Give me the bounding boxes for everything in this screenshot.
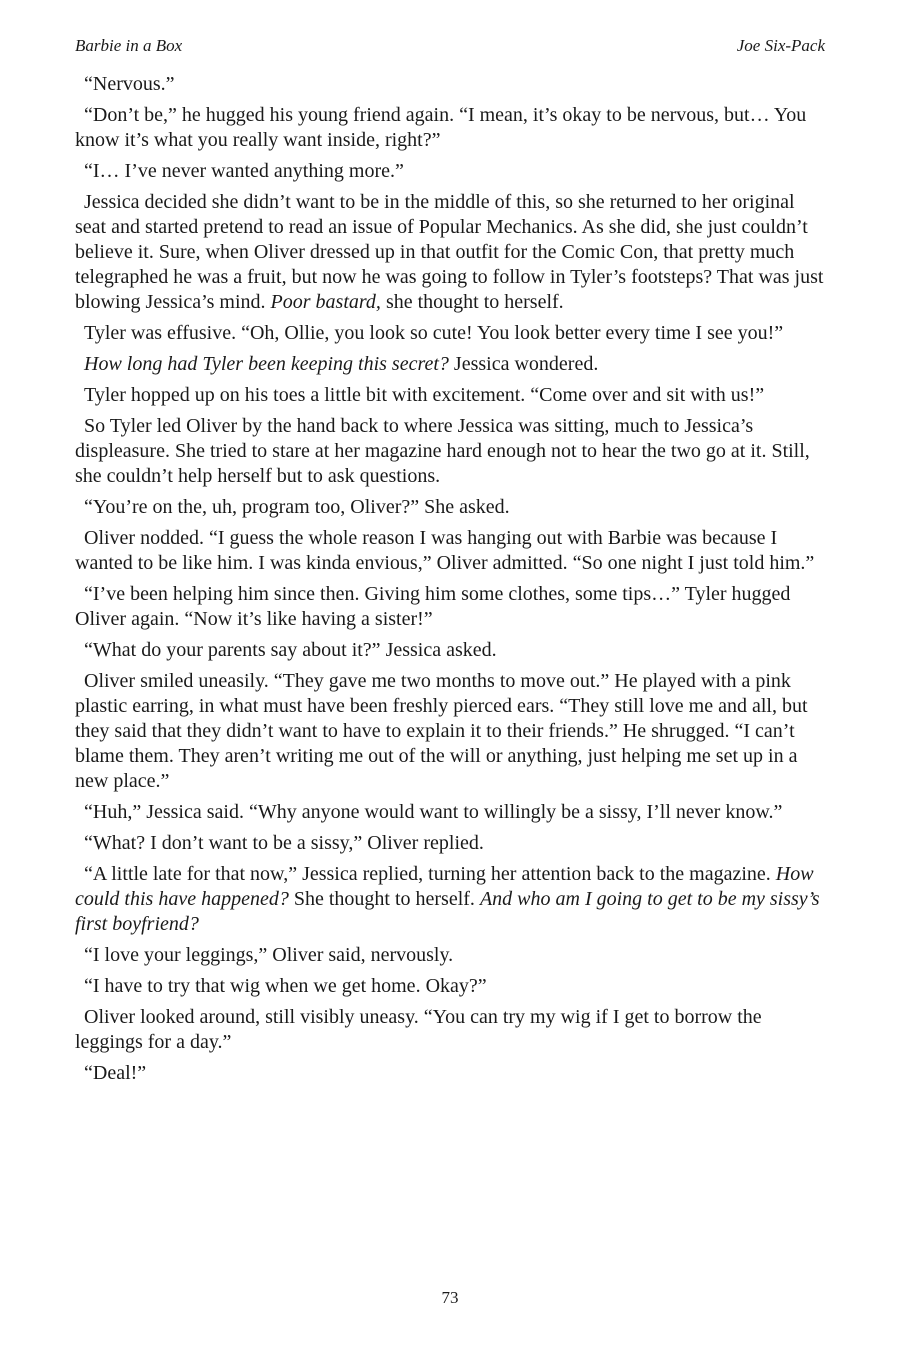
text-run: Jessica wondered. xyxy=(448,353,599,375)
text-run: “Don’t be,” he hugged his young friend again. “I mean, it’s okay to be nervous, but… You know it’s what you really want inside, right?” xyxy=(75,104,807,151)
text-run: “You’re on the, uh, program too, Oliver?” She asked. xyxy=(84,496,510,518)
paragraph xyxy=(75,1005,827,1055)
text-run: “I… I’ve never wanted anything more.” xyxy=(84,160,404,182)
text-run: Tyler hopped up on his toes a little bit with excitement. “Come over and sit with us!” xyxy=(84,384,765,406)
text-run: “I love your leggings,” Oliver said, nervously. xyxy=(84,944,454,966)
paragraph xyxy=(75,800,827,825)
paragraph xyxy=(75,638,827,663)
text-run: Oliver looked around, still visibly uneasy. “You can try my wig if I get to borrow the leggings for a day.” xyxy=(75,1006,762,1053)
paragraph xyxy=(75,831,827,856)
text-run: “I’ve been helping him since then. Giving him some clothes, some tips…” Tyler hugged Oliver again. “Now it’s like having a sister!” xyxy=(75,583,791,630)
text-run: “What do your parents say about it?” Jessica asked. xyxy=(84,639,497,661)
text-run: So Tyler led Oliver by the hand back to where Jessica was sitting, much to Jessica’s displeasure. She tried to stare at her magazine hard enough not to hear the two go at it. Still, she couldn’t help herself but to ask questions. xyxy=(75,415,810,487)
text-run: “Deal!” xyxy=(84,1062,147,1084)
text-run: “What? I don’t want to be a sissy,” Oliver replied. xyxy=(84,832,484,854)
paragraph xyxy=(75,352,827,377)
paragraph xyxy=(75,943,827,968)
paragraph xyxy=(75,582,827,632)
italic-text: How could this have happened? xyxy=(75,863,814,910)
running-header xyxy=(75,36,825,60)
text-run: She thought to herself. xyxy=(288,888,480,910)
text-run: she thought to herself. xyxy=(380,291,564,313)
author-name: Joe Six-Pack xyxy=(736,36,825,55)
text-run: “I have to try that wig when we get home. Okay?” xyxy=(84,975,487,997)
paragraph xyxy=(75,321,827,346)
paragraph xyxy=(75,862,827,937)
paragraph xyxy=(75,495,827,520)
italic-text: Poor bastard, xyxy=(270,291,381,313)
text-run: Oliver smiled uneasily. “They gave me two months to move out.” He played with a pink plastic earring, in what must have been freshly pierced ears. “They still love me and all, but they said that they didn’t want to have to explain it to their friends.” He shrugged. “I can’t blame them. They aren’t writing me out of the will or anything, just helping me set up in a new place.” xyxy=(75,670,808,792)
italic-text: And who am I going to get to be my sissy’s first boyfriend? xyxy=(75,888,820,935)
body-text xyxy=(75,72,827,1092)
paragraph xyxy=(75,72,827,97)
text-run: “A little late for that now,” Jessica replied, turning her attention back to the magazine. xyxy=(84,863,776,885)
paragraph xyxy=(75,526,827,576)
italic-text: How long had Tyler been keeping this secret? xyxy=(84,353,449,375)
text-run: Oliver nodded. “I guess the whole reason I was hanging out with Barbie was because I wanted to be like him. I was kinda envious,” Oliver admitted. “So one night I just told him.” xyxy=(75,527,815,574)
paragraph xyxy=(75,974,827,999)
text-run: “Nervous.” xyxy=(84,73,175,95)
paragraph xyxy=(75,669,827,794)
text-run: Jessica decided she didn’t want to be in the middle of this, so she returned to her original seat and started pretend to read an issue of Popular Mechanics. As she did, she just couldn’t believe it. Sure, when Oliver dressed up in that outfit for the Comic Con, that pretty much telegraphed he was a fruit, but now he was going to follow in Tyler’s footsteps? That was just blowing Jessica’s mind. xyxy=(75,191,824,313)
paragraph xyxy=(75,159,827,184)
book-title: Barbie in a Box xyxy=(75,36,183,55)
paragraph xyxy=(75,414,827,489)
text-run: “Huh,” Jessica said. “Why anyone would want to willingly be a sissy, I’ll never know.” xyxy=(84,801,783,823)
paragraph xyxy=(75,1061,827,1086)
paragraph xyxy=(75,190,827,315)
paragraph xyxy=(75,383,827,408)
text-run: Tyler was effusive. “Oh, Ollie, you look so cute! You look better every time I see you!” xyxy=(84,322,784,344)
paragraph xyxy=(75,103,827,153)
page-number: 73 xyxy=(441,1288,459,1307)
